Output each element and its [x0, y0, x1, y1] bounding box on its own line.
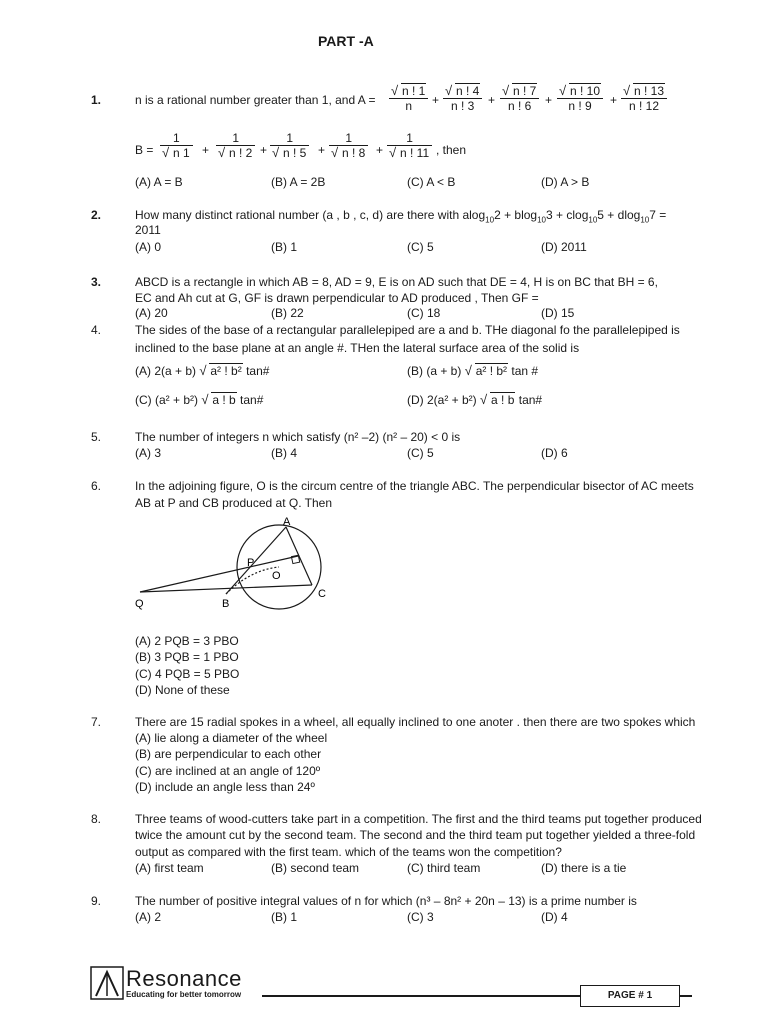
footer-rule-end: [680, 995, 692, 997]
plus-sign: +: [260, 143, 268, 157]
plus-sign: +: [202, 143, 210, 157]
brand-tagline: Educating for better tomorrow: [126, 990, 242, 999]
q9-option-b[interactable]: (B) 1: [271, 910, 298, 924]
q7-option-c[interactable]: (C) are inclined at an angle of 120º: [135, 764, 321, 778]
q3-option-a[interactable]: (A) 20: [135, 306, 168, 320]
q1-b-label: B =: [135, 143, 154, 157]
question-number-4: 4.: [91, 323, 102, 337]
plus-sign: +: [376, 143, 384, 157]
q3-option-d[interactable]: (D) 15: [541, 306, 575, 320]
q1-option-c[interactable]: (C) A < B: [407, 175, 456, 189]
q4-stem-line2: inclined to the base plane at an angle #. THen the lateral surface area of the solid is: [135, 341, 580, 355]
circumcircle-figure: [130, 515, 350, 615]
page-title: PART -A: [318, 33, 374, 49]
q5-option-b[interactable]: (B) 4: [271, 446, 298, 460]
q1-stem: n is a rational number greater than 1, and A =: [135, 93, 376, 107]
plus-sign: +: [488, 93, 496, 107]
q8-stem-line3: output as compared with the first team. which of the teams won the competition?: [135, 845, 562, 859]
q9-option-a[interactable]: (A) 2: [135, 910, 162, 924]
question-number-8: 8.: [91, 812, 102, 826]
q7-option-d[interactable]: (D) include an angle less than 24º: [135, 780, 315, 794]
q2-stem-line1: How many distinct rational number (a , b , c, d) are there with alog$_{10}$2 + blog$_{10}$3 + clog$_{10}$5 + dlog$_{10}$7 =: [135, 208, 667, 225]
q1-b-frac-3: 1 √ n ! 5: [270, 131, 309, 160]
q9-stem: The number of positive integral values of n for which (n³ – 8n² + 20n – 13) is a prime number is: [135, 894, 637, 908]
q7-option-b[interactable]: (B) are perpendicular to each other: [135, 747, 322, 761]
q1-a-frac-4: √ $\frac{n ! 10}{n ! 9}$: [557, 84, 603, 113]
q1-b-frac-5: 1 √ n ! 11: [387, 131, 432, 160]
page-number-box: PAGE # 1: [580, 985, 680, 1007]
question-number-7: 7.: [91, 715, 102, 729]
resonance-logo-icon: [90, 966, 124, 1000]
plus-sign: +: [318, 143, 326, 157]
question-number-9: 9.: [91, 894, 102, 908]
q8-stem-line2: twice the amount cut by the second team. The second and the third team put together yielded a three-fold: [135, 828, 696, 842]
q9-option-d[interactable]: (D) 4: [541, 910, 568, 924]
question-number-5: 5.: [91, 430, 102, 444]
q5-option-d[interactable]: (D) 6: [541, 446, 568, 460]
q1-a-frac-3: √ $\frac{n ! 7}{n ! 6}$: [500, 84, 539, 113]
q6-stem-line1: In the adjoining figure, O is the circum centre of the triangle ABC. The perpendicular bisector of AC meets: [135, 479, 694, 493]
q4-option-a[interactable]: (A) 2(a + b) √ a² ! b² tan#: [135, 364, 269, 378]
q1-b-frac-2: 1 √ n ! 2: [216, 131, 255, 160]
question-number-6: 6.: [91, 479, 102, 493]
q3-stem-line2: EC and Ah cut at G, GF is drawn perpendicular to AD produced , Then GF =: [135, 291, 539, 305]
q6-option-c[interactable]: (C) 4 PQB = 5 PBO: [135, 667, 240, 681]
label-o: O: [272, 570, 281, 582]
question-number-1: 1.: [91, 93, 102, 107]
plus-sign: +: [432, 93, 440, 107]
q4-option-b[interactable]: (B) (a + b) √ a² ! b² tan #: [407, 364, 538, 378]
q4-option-c[interactable]: (C) (a² + b²) √ a ! b tan#: [135, 393, 263, 407]
label-p: P: [247, 557, 255, 569]
q3-option-c[interactable]: (C) 18: [407, 306, 441, 320]
brand-name: Resonance: [126, 966, 242, 991]
q8-stem-line1: Three teams of wood-cutters take part in a competition. The first and the third teams put together produced: [135, 812, 702, 826]
q6-stem-line2: AB at P and CB produced at Q. Then: [135, 496, 333, 510]
q8-option-a[interactable]: (A) first team: [135, 861, 204, 875]
q7-stem: There are 15 radial spokes in a wheel, all equally inclined to one anoter . then there are two spokes which: [135, 715, 696, 729]
q6-option-d[interactable]: (D) None of these: [135, 683, 230, 697]
side-ac: [286, 527, 312, 585]
question-number-3: 3.: [91, 275, 102, 289]
label-q: Q: [135, 598, 144, 610]
q5-option-c[interactable]: (C) 5: [407, 446, 434, 460]
q3-option-b[interactable]: (B) 22: [271, 306, 304, 320]
q2-option-b[interactable]: (B) 1: [271, 240, 298, 254]
q2-stem-line2: 2011: [135, 223, 161, 237]
q1-then: , then: [436, 143, 467, 157]
q1-option-a[interactable]: (A) A = B: [135, 175, 183, 189]
q5-option-a[interactable]: (A) 3: [135, 446, 162, 460]
plus-sign: +: [545, 93, 553, 107]
question-number-2: 2.: [91, 208, 102, 222]
q2-option-c[interactable]: (C) 5: [407, 240, 434, 254]
q1-b-frac-4: 1 √ n ! 8: [329, 131, 368, 160]
q6-option-b[interactable]: (B) 3 PQB = 1 PBO: [135, 650, 239, 664]
q4-option-d[interactable]: (D) 2(a² + b²) √ a ! b tan#: [407, 393, 542, 407]
q7-option-a[interactable]: (A) lie along a diameter of the wheel: [135, 731, 328, 745]
q2-option-a[interactable]: (A) 0: [135, 240, 162, 254]
q6-option-a[interactable]: (A) 2 PQB = 3 PBO: [135, 634, 239, 648]
q1-option-d[interactable]: (D) A > B: [541, 175, 590, 189]
q9-option-c[interactable]: (C) 3: [407, 910, 434, 924]
label-b: B: [222, 598, 230, 610]
q2-option-d[interactable]: (D) 2011: [541, 240, 587, 254]
label-a: A: [283, 516, 291, 528]
q8-option-d[interactable]: (D) there is a tie: [541, 861, 627, 875]
q8-option-b[interactable]: (B) second team: [271, 861, 360, 875]
plus-sign: +: [610, 93, 618, 107]
q1-a-frac-5: √ $\frac{n ! 13}{n ! 12}$: [621, 84, 667, 113]
q8-option-c[interactable]: (C) third team: [407, 861, 481, 875]
q5-stem: The number of integers n which satisfy (n² –2) (n² – 20) < 0 is: [135, 430, 461, 444]
q1-a-frac-2: √ $\frac{n ! 4}{n ! 3}$: [443, 84, 482, 113]
q1-b-frac-1: 1 √ n 1: [160, 131, 193, 160]
q1-option-b[interactable]: (B) A = 2B: [271, 175, 326, 189]
q1-a-frac-1: √ $\frac{n ! 1}{n}$: [389, 84, 428, 113]
q4-stem-line1: The sides of the base of a rectangular parallelepiped are a and b. THe diagonal fo the parallelepiped is: [135, 323, 680, 337]
label-c: C: [318, 588, 326, 600]
footer-rule: [262, 995, 580, 997]
q3-stem-line1: ABCD is a rectangle in which AB = 8, AD = 9, E is on AD such that DE = 4, H is on BC that BH = 6,: [135, 275, 658, 289]
